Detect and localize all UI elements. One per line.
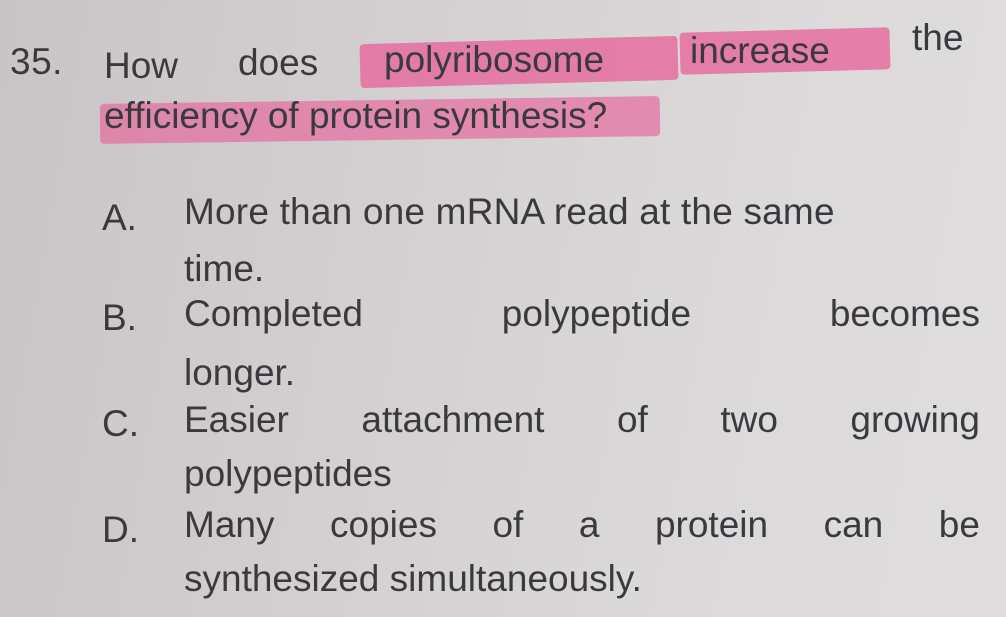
option-text: [184, 503, 980, 547]
option-text: More than one mRNA read at the same: [184, 191, 835, 232]
option-word: Easier: [184, 399, 289, 440]
question-word: polyribosome: [384, 39, 605, 80]
option-word: becomes: [829, 293, 980, 334]
question-line-2: efficiency of protein synthesis?: [104, 95, 608, 136]
option-letter: B.: [102, 297, 137, 338]
option-letter: A.: [102, 197, 137, 238]
option-word: of: [492, 504, 524, 545]
option-word: of: [616, 399, 648, 440]
option-letter: C.: [102, 403, 139, 444]
question-word: the: [912, 17, 964, 58]
question-word: How: [104, 45, 179, 86]
option-word: Completed: [184, 293, 363, 334]
option-word: growing: [850, 399, 980, 440]
option-text: [184, 292, 980, 336]
option-word: can: [823, 504, 884, 545]
option-word: attachment: [361, 399, 545, 440]
option-text-cont: time.: [184, 248, 265, 289]
option-word: protein: [654, 504, 769, 545]
question-word: does: [238, 42, 319, 83]
option-letter: D.: [102, 509, 139, 550]
option-word: a: [578, 504, 600, 545]
option-word: be: [938, 504, 980, 545]
option-text-cont: synthesized simultaneously.: [184, 558, 642, 599]
option-text-cont: polypeptides: [184, 453, 392, 494]
option-text: [184, 398, 980, 442]
option-word: polypeptide: [501, 293, 692, 334]
option-word: Many: [184, 504, 275, 545]
question-number: 35.: [10, 41, 63, 82]
question-word: increase: [690, 30, 830, 71]
option-word: copies: [330, 504, 437, 545]
option-word: two: [720, 399, 778, 440]
option-text-cont: longer.: [184, 352, 296, 393]
